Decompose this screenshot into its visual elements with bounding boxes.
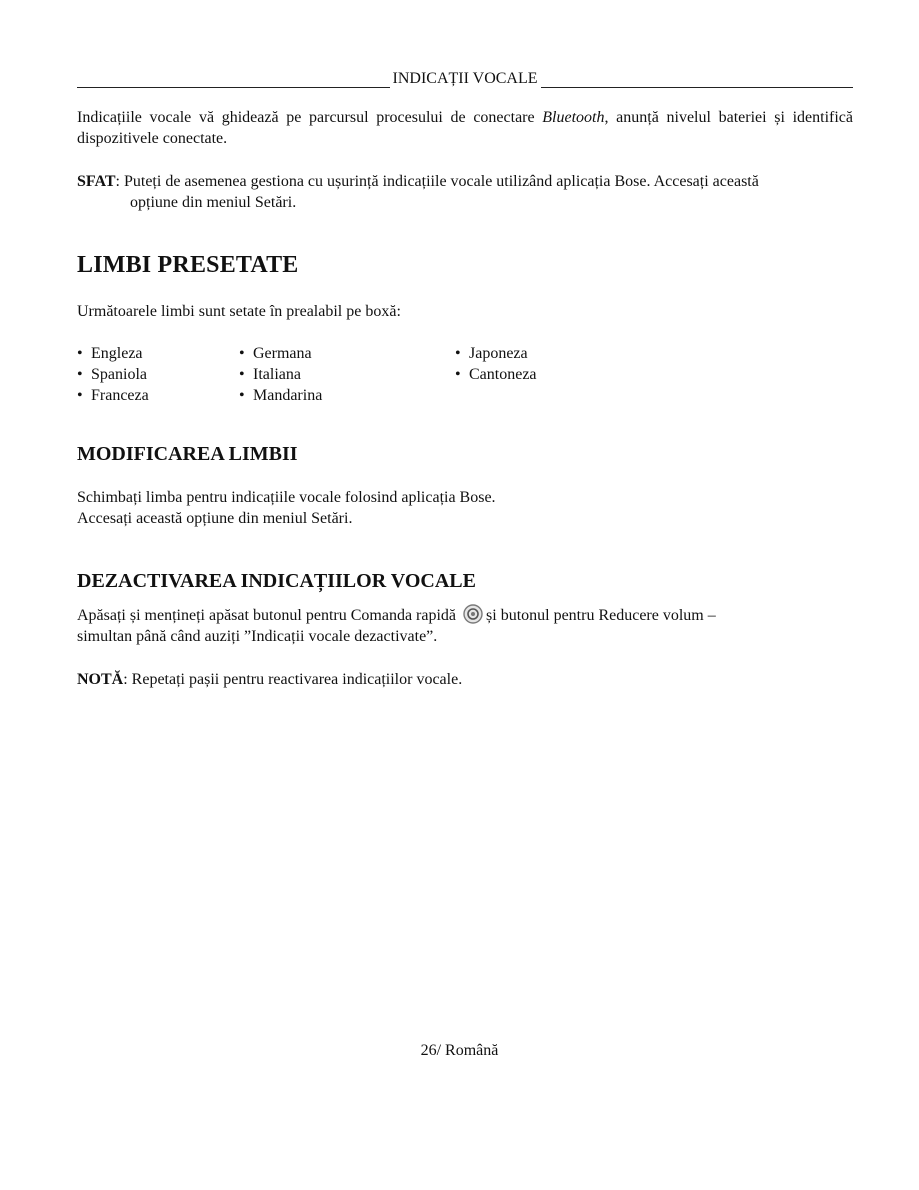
section-heading-preset: LIMBI PRESETATE xyxy=(77,252,299,278)
language-label: Engleza xyxy=(91,345,143,362)
page-number: 26/ Română xyxy=(420,1042,499,1059)
list-item xyxy=(239,385,322,406)
intro-text-start: Indicațiile vocale vă ghidează pe parcursul procesului de conectare xyxy=(77,109,543,126)
language-label: Franceza xyxy=(91,387,149,404)
list-item xyxy=(77,364,149,385)
section-heading-change-language: MODIFICAREA LIMBII xyxy=(77,443,298,465)
language-column-3 xyxy=(455,343,537,385)
bullet: • xyxy=(239,366,245,383)
tip-paragraph xyxy=(77,171,853,213)
change-language-paragraph xyxy=(77,487,853,529)
language-column-1 xyxy=(77,343,149,406)
preset-intro: Următoarele limbi sunt setate în prealabil pe boxă: xyxy=(77,303,401,320)
language-label: Mandarina xyxy=(253,387,323,404)
language-label: Cantoneza xyxy=(469,366,537,383)
header-title: INDICAȚII VOCALE xyxy=(392,70,538,87)
disable-line-1-start: Apăsați și mențineți apăsat butonul pentru Comanda rapidă xyxy=(77,607,461,624)
bullet: • xyxy=(77,387,83,404)
shortcut-button-icon xyxy=(462,603,484,625)
section-heading-disable-prompts: DEZACTIVAREA INDICAȚIILOR VOCALE xyxy=(77,570,476,592)
header-rule-left xyxy=(77,73,390,88)
list-item xyxy=(455,343,537,364)
list-item xyxy=(77,343,149,364)
disable-line-2: simultan până când auziți ”Indicații vocale dezactivate”. xyxy=(77,628,438,645)
disable-line-1-end: și butonul pentru Reducere volum – xyxy=(486,607,716,624)
tip-line-1: : Puteți de asemenea gestiona cu ușurință indicațiile vocale utilizând aplicația Bose. Accesați această xyxy=(115,173,759,190)
note-label: NOTĂ xyxy=(77,671,124,688)
bullet: • xyxy=(77,345,83,362)
note-paragraph xyxy=(77,669,853,690)
language-column-2 xyxy=(239,343,322,406)
tip-line-2: opțiune din meniul Setări. xyxy=(130,194,297,211)
language-label: Spaniola xyxy=(91,366,147,383)
change-language-line-1: Schimbați limba pentru indicațiile vocale folosind aplicația Bose. xyxy=(77,489,496,506)
intro-italic-term: Bluetooth xyxy=(542,109,605,126)
page-header xyxy=(77,66,853,88)
bullet: • xyxy=(239,345,245,362)
header-rule-right xyxy=(541,73,854,88)
list-item xyxy=(455,364,537,385)
intro-text-end: , anunță nivelul bateriei și identifică dispozitivele conectate. xyxy=(77,109,853,147)
bullet: • xyxy=(455,345,461,362)
list-item xyxy=(77,385,149,406)
bullet: • xyxy=(239,387,245,404)
list-item xyxy=(239,343,322,364)
tip-label: SFAT xyxy=(77,173,116,190)
change-language-line-2: Accesați această opțiune din meniul Setări. xyxy=(77,510,353,527)
language-label: Germana xyxy=(253,345,312,362)
bullet: • xyxy=(77,366,83,383)
intro-paragraph xyxy=(77,107,853,149)
disable-prompts-paragraph xyxy=(77,605,853,647)
note-text: : Repetați pașii pentru reactivarea indicațiilor vocale. xyxy=(123,671,463,688)
bullet: • xyxy=(455,366,461,383)
list-item xyxy=(239,364,322,385)
language-label: Italiana xyxy=(253,366,301,383)
language-label: Japoneza xyxy=(469,345,528,362)
